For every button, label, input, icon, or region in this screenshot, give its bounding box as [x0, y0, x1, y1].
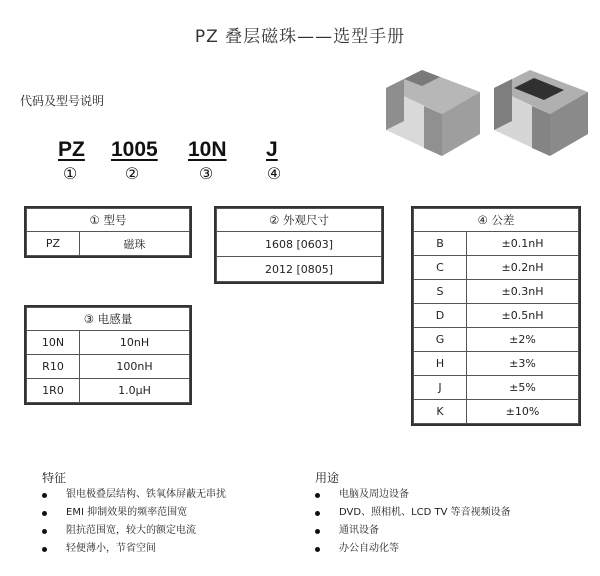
table-cell: 1608 [0603]: [217, 232, 382, 257]
table-cell: H: [414, 352, 467, 376]
marker-4: ④: [266, 164, 282, 183]
table-cell: ±0.1nH: [467, 232, 579, 256]
chip-bead-image-right: [494, 70, 588, 156]
features-heading: 特征: [42, 471, 67, 485]
table-cell: J: [414, 376, 467, 400]
table-cell: C: [414, 256, 467, 280]
bullet-icon: [315, 493, 320, 498]
table-tolerance: [411, 206, 581, 426]
table-cell: ±0.5nH: [467, 304, 579, 328]
bullet-icon: [315, 529, 320, 534]
bullet-icon: [315, 547, 320, 552]
table-type-header: ① 型号: [27, 209, 190, 232]
table-cell: S: [414, 280, 467, 304]
applications-list: [311, 486, 511, 558]
table-cell: ±3%: [467, 352, 579, 376]
list-item: 通讯设备: [311, 522, 511, 540]
list-item: EMI 抑制效果的频率范围宽: [38, 504, 226, 522]
table-cell: B: [414, 232, 467, 256]
table-cell: D: [414, 304, 467, 328]
table-cell: ±2%: [467, 328, 579, 352]
list-item: 电脑及周边设备: [311, 486, 511, 504]
table-cell: 10N: [27, 331, 80, 355]
table-size: [214, 206, 384, 284]
table-cell: 1R0: [27, 379, 80, 403]
bullet-icon: [315, 511, 320, 516]
table-inductance-header: ③ 电感量: [27, 308, 190, 331]
page-title: PZ 叠层磁珠——选型手册: [194, 27, 406, 47]
code-tolerance: J: [266, 138, 278, 161]
marker-2: ②: [124, 164, 140, 183]
features-list: [38, 486, 226, 558]
table-cell: ±10%: [467, 400, 579, 424]
table-tolerance-header: ④ 公差: [414, 209, 579, 232]
code-series: PZ: [58, 138, 85, 161]
chip-bead-images: [380, 60, 590, 160]
list-item: 银电极叠层结构、铁氧体屏蔽无串扰: [38, 486, 226, 504]
table-type: [24, 206, 192, 258]
bullet-icon: [42, 493, 47, 498]
table-cell: 10nH: [80, 331, 190, 355]
table-cell: PZ: [27, 232, 80, 256]
table-inductance: [24, 305, 192, 405]
table-cell: R10: [27, 355, 80, 379]
code-section-heading: 代码及型号说明: [20, 94, 105, 108]
code-inductance: 10N: [188, 138, 227, 161]
list-item: 办公自动化等: [311, 540, 511, 558]
table-cell: 磁珠: [80, 232, 190, 256]
chip-bead-image-left: [386, 70, 480, 156]
bullet-icon: [42, 529, 47, 534]
applications-heading: 用途: [315, 471, 340, 485]
marker-1: ①: [62, 164, 78, 183]
list-item: 阻抗范围宽，较大的额定电流: [38, 522, 226, 540]
bullet-icon: [42, 547, 47, 552]
table-cell: ±5%: [467, 376, 579, 400]
table-cell: K: [414, 400, 467, 424]
table-cell: ±0.3nH: [467, 280, 579, 304]
table-cell: ±0.2nH: [467, 256, 579, 280]
table-size-header: ② 外观尺寸: [217, 209, 382, 232]
table-cell: 1.0μH: [80, 379, 190, 403]
table-cell: 100nH: [80, 355, 190, 379]
marker-3: ③: [198, 164, 214, 183]
list-item: DVD、照相机、LCD TV 等音视频设备: [311, 504, 511, 522]
table-cell: 2012 [0805]: [217, 257, 382, 282]
bullet-icon: [42, 511, 47, 516]
table-cell: G: [414, 328, 467, 352]
list-item: 轻便薄小，节省空间: [38, 540, 226, 558]
code-size: 1005: [111, 138, 158, 161]
